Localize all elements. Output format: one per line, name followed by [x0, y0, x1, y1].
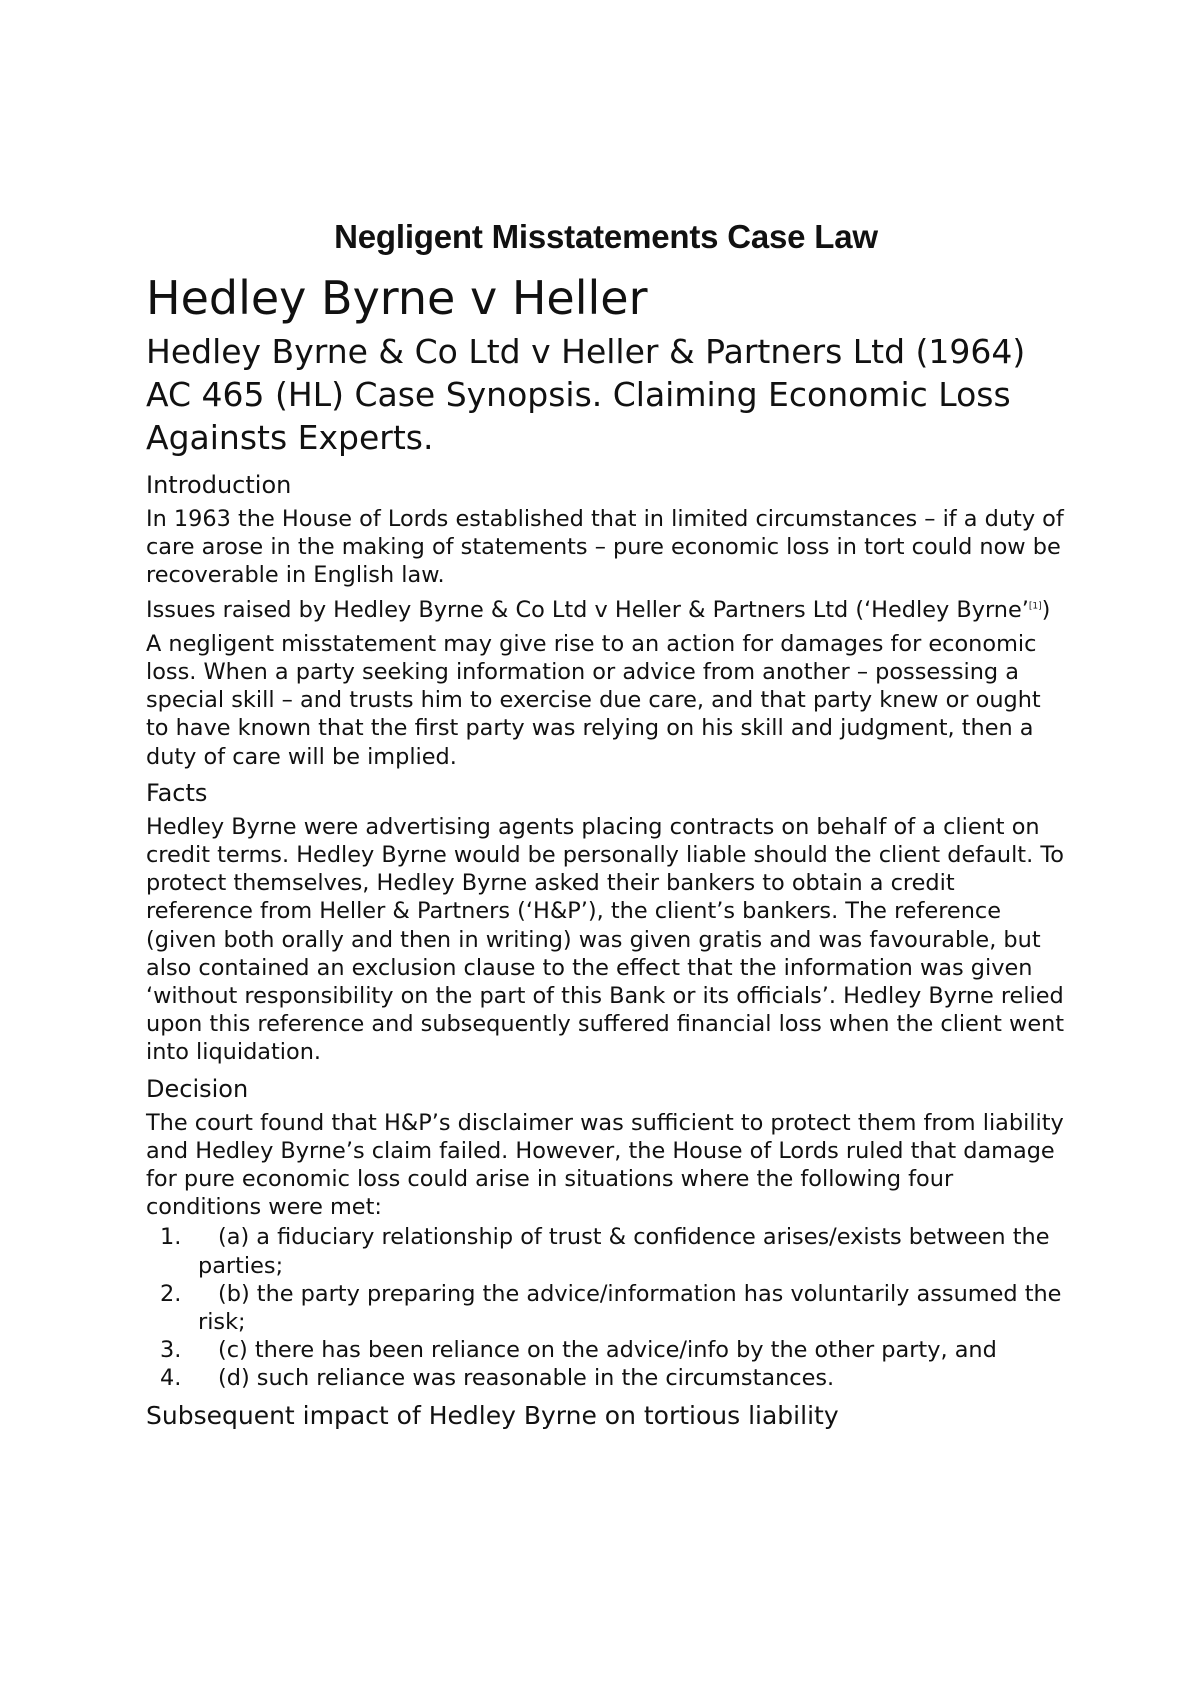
list-item: [146, 1223, 1066, 1279]
decision-paragraph: The court found that H&P’s disclaimer was sufficient to protect them from liability and Hedley Byrne’s claim failed. However, the House of Lords ruled that damage for pure economic loss could arise in situations where the following four conditions were met:: [146, 1109, 1064, 1221]
list-item-text: (d) such reliance was reasonable in the circumstances.: [218, 1365, 835, 1392]
list-item-text: (b) the party preparing the advice/information has voluntarily assumed the risk;: [198, 1280, 1062, 1336]
subsequent-heading: Subsequent impact of Hedley Byrne on tortious liability: [146, 1400, 839, 1430]
introduction-paragraph: In 1963 the House of Lords established that in limited circumstances – if a duty of care arose in the making of statements – pure economic loss in tort could now be recoverable in English law.: [146, 506, 1064, 589]
issues-text: Issues raised by Hedley Byrne & Co Ltd v Heller & Partners Ltd (‘Hedley Byrne’: [146, 596, 1029, 623]
document-page: [146, 218, 1066, 1433]
case-heading: Hedley Byrne v Heller: [146, 271, 648, 325]
list-item-text: (a) a fiduciary relationship of trust & confidence arises/exists between the parties;: [198, 1224, 1050, 1279]
decision-heading: Decision: [146, 1074, 249, 1103]
issues-paragraph: A negligent misstatement may give rise to an action for damages for economic loss. When a party seeking information or advice from another – possessing a special skill – and trusts him to exercise due care, and that party knew or ought to have known that the first party was relying on his skill and judgment, then a duty of care will be implied.: [146, 630, 1041, 770]
list-item-number: 4.: [160, 1365, 182, 1392]
list-item: [146, 1336, 1066, 1364]
document-title: Negligent Misstatements Case Law: [334, 218, 878, 255]
list-item: [146, 1280, 1066, 1336]
case-subheading: Hedley Byrne & Co Ltd v Heller & Partners Ltd (1964) AC 465 (HL) Case Synopsis. Claiming Economic Loss Againsts Experts.: [146, 332, 1026, 457]
list-item-text: (c) there has been reliance on the advice/info by the other party, and: [218, 1337, 997, 1364]
list-item-number: 1.: [160, 1224, 182, 1251]
issues-close: ): [1041, 596, 1051, 623]
conditions-list: [146, 1223, 1066, 1392]
list-item-number: 2.: [160, 1280, 182, 1307]
list-item: [146, 1364, 1066, 1392]
list-item-number: 3.: [160, 1337, 182, 1364]
facts-heading: Facts: [146, 778, 208, 807]
footnote-link[interactable]: [1]: [1028, 601, 1042, 612]
issues-line: [146, 596, 1066, 624]
introduction-heading: Introduction: [146, 471, 292, 499]
facts-paragraph: Hedley Byrne were advertising agents placing contracts on behalf of a client on credit terms. Hedley Byrne would be personally liable should the client default. To protect themselves, Hedley Byrne asked their bankers to obtain a credit reference from Heller & Partners (‘H&P’), the client’s bankers. The reference (given both orally and then in writing) was given gratis and was favourable, but also contained an exclusion clause to the effect that the information was given ‘without responsibility on the part of this Bank or its officials’. Hedley Byrne relied upon this reference and subsequently suffered financial loss when the client went into liquidation.: [146, 813, 1065, 1066]
